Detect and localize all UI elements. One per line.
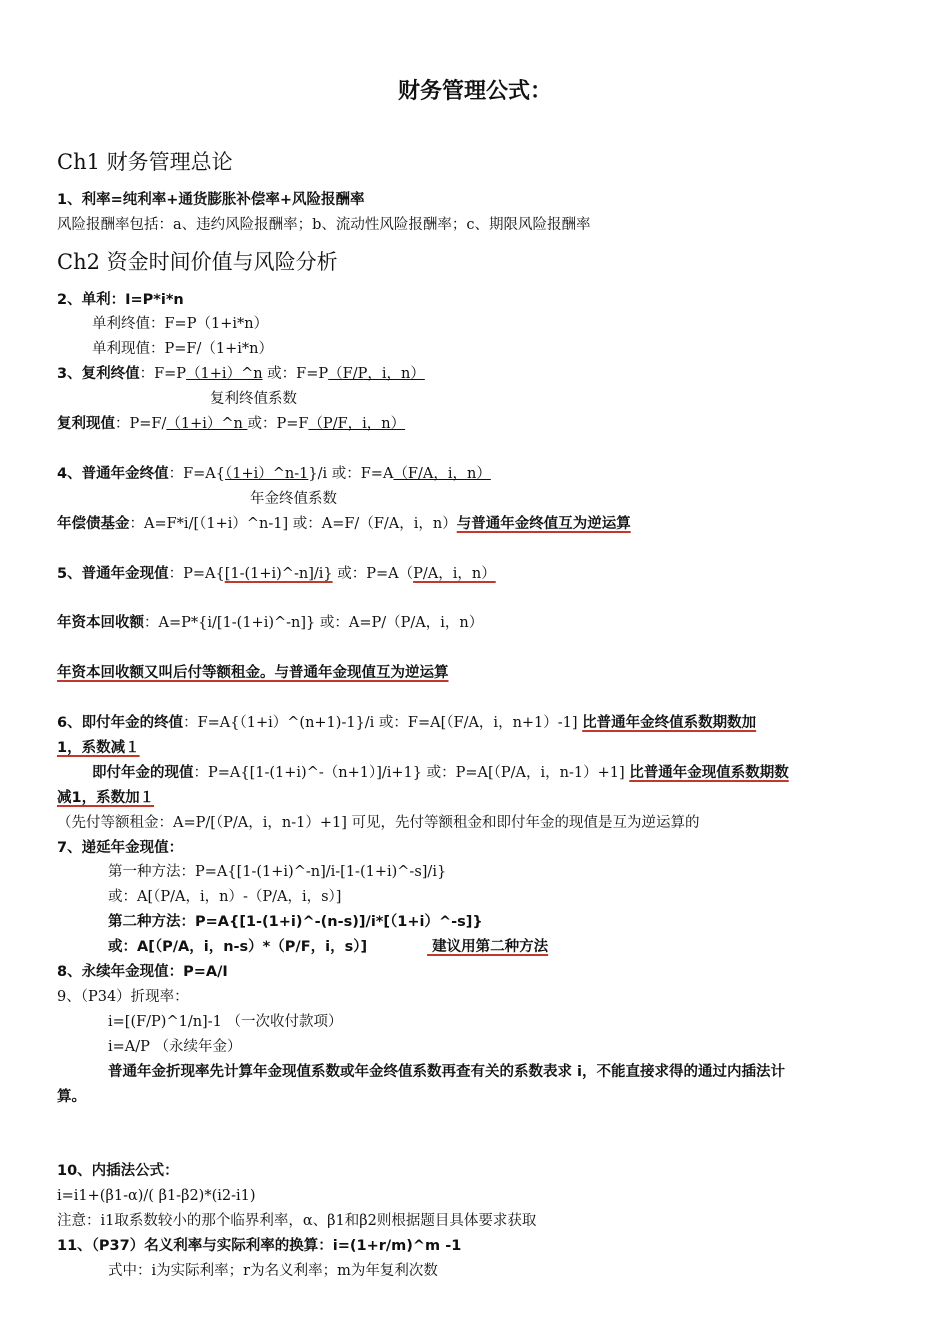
formula-6-line	[57, 713, 756, 733]
formula-7-method-2-alt-line	[108, 937, 548, 957]
formula-10-label: 10、内插法公式：	[57, 1163, 179, 1179]
formula-10-interpolation: i=i1+(β1-α)/( β1-β2)*(i2-i1)	[57, 1188, 256, 1204]
formula-4-part4: （F/A，i，n）	[393, 466, 491, 482]
formula-4b-line	[57, 514, 631, 534]
formula-3b-part2: （1+i）^n	[166, 416, 248, 432]
formula-9-note: 普通年金折现率先计算年金现值系数或年金终值系数再查有关的系数表求 i，不能直接求得的通过内插法计	[108, 1064, 786, 1080]
formula-9-lump-sum: i=[(F/P)^1/n]-1 （一次收付款项）	[108, 1014, 343, 1030]
formula-4b-note: 与普通年金终值互为逆运算	[456, 516, 631, 532]
formula-3b-part4: （P/F，i，n）	[308, 416, 406, 432]
formula-1-note: 风险报酬率包括：a、违约风险报酬率；b、流动性风险报酬率；c、期限风险报酬率	[57, 217, 591, 233]
formula-9-label: 9、（P34）折现率：	[57, 989, 189, 1005]
formula-5-part2: [1-(1+i)^-n]/i}	[224, 566, 333, 582]
formula-3-line	[57, 364, 425, 384]
formula-11-legend: 式中：i为实际利率；r为名义利率；m为年复利次数	[108, 1263, 438, 1279]
formula-6-note: 比普通年金终值系数期数加	[582, 715, 757, 731]
formula-6-remark: （先付等额租金：A=P/[（P/A，i，n-1）+1] 可见，先付等额租金和即付年金的现值是互为逆运算的	[57, 815, 700, 831]
formula-3-label: 3、复利终值	[57, 366, 140, 382]
formula-5-part1: ：P=A{	[168, 566, 225, 582]
formula-1-label: 1、利率=纯利率+通货膨胀补偿率+风险报酬率	[57, 192, 365, 208]
formula-3b-part3: 或：P=F	[247, 416, 309, 432]
formula-6-label: 6、即付年金的终值	[57, 715, 184, 731]
formula-3b-part1: ：P=F/	[115, 416, 167, 432]
formula-7-method-2-alt: 或：A[（P/A，i，n-s）*（P/F，i，s）]	[108, 939, 368, 955]
formula-4-part3: }/i 或：F=A	[308, 466, 394, 482]
formula-4b-part1: ：A=F*i/[（1+i）^n-1] 或：A=F/（F/A，i，n）	[129, 516, 457, 532]
formula-6b-part1: ：P=A{[1-(1+i)^-（n+1）]/i+1} 或：P=A[（P/A，i，n-1）+1]	[193, 765, 630, 781]
formula-2-label: 2、单利：I=P*i*n	[57, 292, 184, 308]
formula-5-note: 年资本回收额又叫后付等额租金。与普通年金现值互为逆运算	[57, 665, 449, 681]
formula-5b-label: 年资本回收额	[57, 615, 144, 631]
formula-6b-label: 即付年金的现值	[92, 765, 194, 781]
formula-2-future-value: 单利终值：F=P（1+i*n）	[92, 316, 269, 332]
formula-3-part1: ：F=P	[139, 366, 187, 382]
formula-7-recommendation: 建议用第二种方法	[427, 939, 549, 955]
formula-4b-label: 年偿债基金	[57, 516, 130, 532]
formula-7-method-1-alt: 或：A[（P/A，i，n）-（P/A，i，s）]	[108, 889, 342, 905]
formula-6b-note: 比普通年金现值系数期数	[629, 765, 789, 781]
formula-11-label: 11、（P37）名义利率与实际利率的换算：i=(1+r/m)^m -1	[57, 1238, 462, 1254]
formula-6-note-cont: 1，系数减１	[57, 740, 140, 756]
formula-5b-line	[57, 613, 483, 633]
formula-3-part2: （1+i）^n	[186, 366, 263, 382]
formula-7-method-2: 第二种方法：P=A{[1-(1+i)^-(n-s)]/i*[（1+i）^-s]}	[108, 914, 483, 930]
chapter-heading-2: Ch2 资金时间价值与风险分析	[57, 250, 338, 274]
formula-6b-line	[92, 763, 789, 783]
formula-3b-label: 复利现值	[57, 416, 115, 432]
formula-4-part2: （1+i）^n-1	[225, 466, 309, 482]
formula-4-line	[57, 464, 491, 484]
formula-6-part1: ：F=A{（1+i）^(n+1)-1}/i 或：F=A[（F/A，i，n+1）-1]	[183, 715, 583, 731]
formula-3-part3: 或：F=P	[262, 366, 329, 382]
formula-7-label: 7、递延年金现值：	[57, 840, 184, 856]
formula-9-note-cont: 算。	[57, 1089, 86, 1105]
formula-3-coefficient-note: 复利终值系数	[210, 391, 297, 407]
formula-5-line	[57, 564, 496, 584]
page-title: 财务管理公式：	[397, 79, 552, 104]
formula-5-label: 5、普通年金现值	[57, 566, 169, 582]
formula-8-label: 8、永续年金现值：P=A/I	[57, 964, 228, 980]
formula-5-part3: 或：P=A（	[332, 566, 414, 582]
formula-5-part4: P/A，i，n）	[413, 566, 496, 582]
formula-10-note: 注意：i1取系数较小的那个临界利率，α、β1和β2则根据题目具体要求获取	[57, 1213, 537, 1229]
formula-3b-line	[57, 414, 405, 434]
formula-4-label: 4、普通年金终值	[57, 466, 169, 482]
formula-3-part4: （F/P，i，n）	[328, 366, 425, 382]
formula-4-part1: ：F=A{	[168, 466, 226, 482]
formula-6b-note-cont: 减1，系数加１	[57, 790, 155, 806]
formula-9-perpetuity: i=A/P （永续年金）	[108, 1039, 242, 1055]
formula-7-method-1: 第一种方法：P=A{[1-(1+i)^-n]/i-[1-(1+i)^-s]/i}	[108, 864, 447, 880]
chapter-heading-1: Ch1 财务管理总论	[57, 150, 233, 174]
formula-2-present-value: 单利现值：P=F/（1+i*n）	[92, 341, 273, 357]
formula-5b-part1: ：A=P*{i/[1-(1+i)^-n]} 或：A=P/（P/A，i，n）	[144, 615, 484, 631]
formula-4-coefficient-note: 年金终值系数	[250, 491, 337, 507]
